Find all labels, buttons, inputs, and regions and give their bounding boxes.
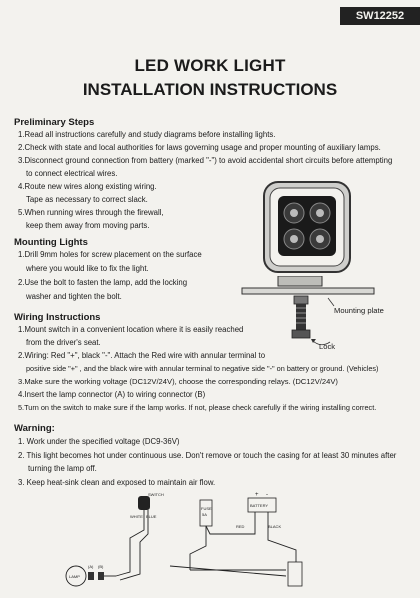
mounting-plate-label: Mounting plate [334,306,384,315]
connector-a-label: (A) [88,564,94,569]
red-wire-label: RED [236,524,245,529]
fuse-label: FUSE [201,506,212,511]
document-subtitle: INSTALLATION INSTRUCTIONS [82,80,338,99]
preliminary-heading: Preliminary Steps [14,117,95,128]
document-code-badge [340,7,420,25]
mounting-line: 2.Use the bolt to fasten the lamp, add the locking [18,278,188,287]
mounting-line: 1.Drill 9mm holes for screw placement on the surface [18,250,202,259]
preliminary-line: keep them away from moving parts. [26,221,150,230]
black-wire-label: BLACK [268,524,282,529]
mounting-heading: Mounting Lights [14,237,88,248]
mounting-line: washer and tighten the bolt. [26,292,122,301]
preliminary-line: to connect electrical wires. [26,169,118,178]
document-code: SW12252 [355,10,405,22]
switch-label: SWITCH [148,492,164,497]
wiring-line: 2.Wiring: Red "+", black "-". Attach the Red wire with annular terminal to [18,351,266,360]
work-light-illustration [256,180,356,280]
warning-line: turning the lamp off. [28,464,97,473]
lamp-label: LAMP [69,574,80,579]
warning-line: 1. Work under the specified voltage (DC9-36V) [18,437,180,446]
preliminary-line: 1.Read all instructions carefully and study diagrams before installing lights. [18,130,276,139]
wiring-line: 1.Mount switch in a convenient location where it is easily reached [18,325,244,334]
switch-icon [138,496,150,510]
white-wire-label: WHITE [130,514,143,519]
warning-line: 3. Keep heat-sink clean and exposed to maintain air flow. [18,478,216,487]
preliminary-line: 4.Route new wires along existing wiring. [18,182,157,191]
warning-line: 2. This light becomes hot under continuous use. Don't remove or touch the casing for at least 30 minutes after [18,451,397,460]
wiring-line: 3.Make sure the working voltage (DC12V/24V), choose the corresponding relays. (DC12V/24V) [18,377,338,386]
connector-a-icon [88,572,94,580]
preliminary-line: 3.Disconnect ground connection from battery (marked "-") to avoid accidental short circuits before attempting [18,156,393,165]
preliminary-line: Tape as necessary to correct slack. [26,195,148,204]
battery-minus: - [266,492,268,498]
fuse-rating: 5A [202,512,207,517]
wiring-heading: Wiring Instructions [14,312,101,323]
relay-icon [288,562,302,586]
blue-wire-label: BLUE [146,514,157,519]
preliminary-line: 2.Check with state and local authorities for laws governing usage and proper mounting of auxiliary lamps. [18,143,381,152]
wiring-diagram [50,490,350,598]
lock-label: Lock [319,342,336,351]
battery-plus: + [255,492,259,498]
wiring-line: 4.Insert the lamp connector (A) to wiring connector (B) [18,390,206,399]
warning-heading: Warning: [14,423,55,434]
wiring-line: from the driver's seat. [26,338,101,347]
wiring-line: positive side "+" , and the black wire with annular terminal to negative side "-" on battery or ground. (Vehicles) [26,364,379,373]
preliminary-line: 5.When running wires through the firewall, [18,208,164,217]
wiring-line: 5.Turn on the switch to make sure if the lamp works. If not, please check carefully if the wiring installing correct. [18,403,377,412]
connector-b-label: (B) [98,564,104,569]
mounting-line: where you would like to fix the light. [26,264,149,273]
document-title: LED WORK LIGHT [134,56,286,75]
connector-b-icon [98,572,104,580]
battery-label: BATTERY [250,503,269,508]
